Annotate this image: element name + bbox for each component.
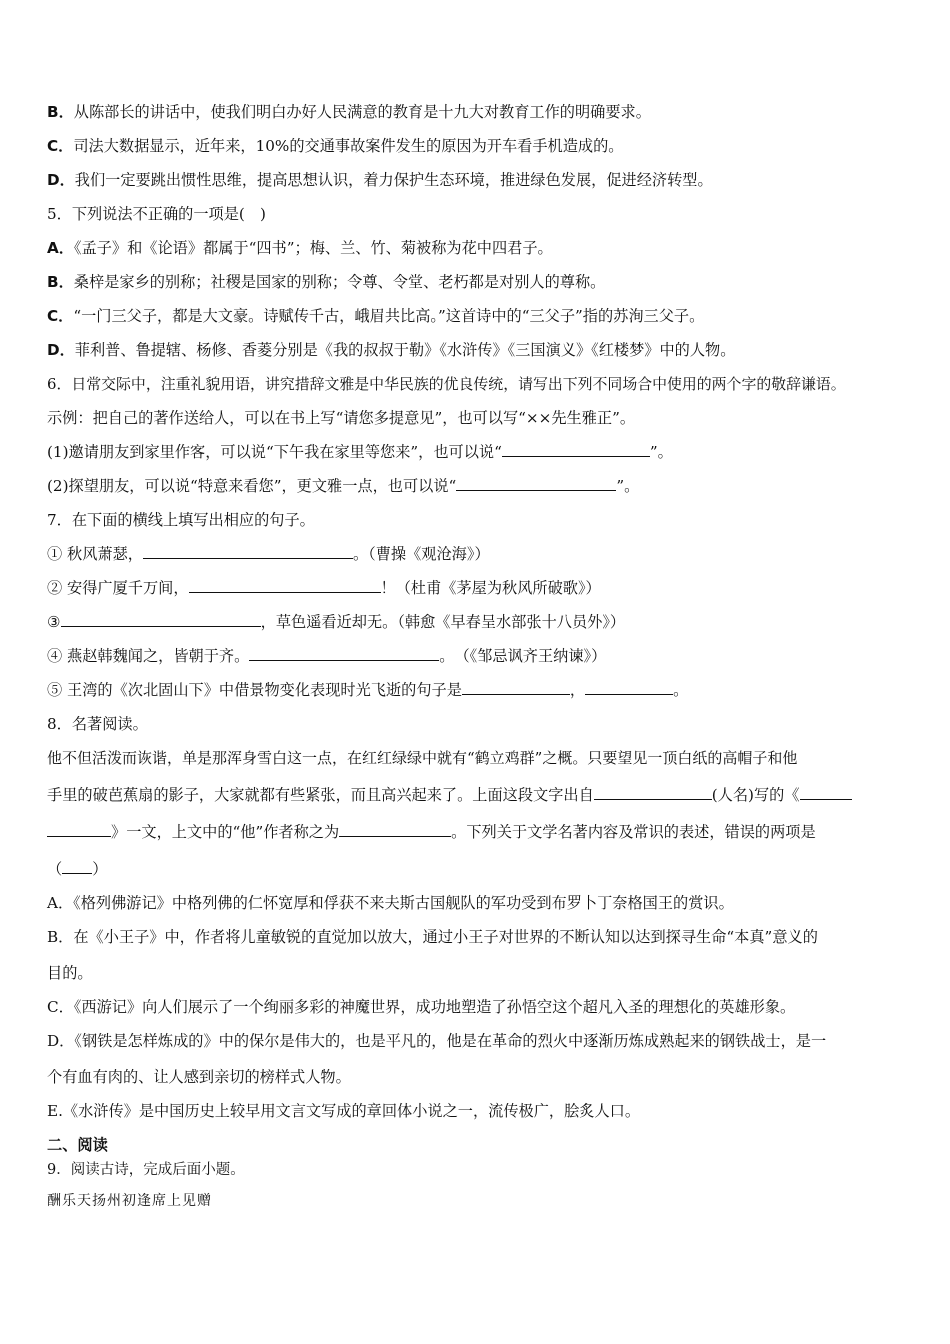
q7-line-3: ③ ，草色遥看近却无。（韩愈《早春呈水部张十八员外》） — [47, 613, 626, 631]
option-text: 桑梓是家乡的别称；社稷是国家的别称；令尊、令堂、老朽都是对别人的尊称。 — [73, 273, 606, 291]
q7-line-5: ⑤ 王湾的《次北固山下》中借景物变化表现时光飞逝的句子是 ， 。 — [47, 681, 689, 699]
q5-option-a — [47, 238, 553, 258]
option-text: 从陈部长的讲话中，使我们明白办好人民满意的教育是十九大对教育工作的明确要求。 — [73, 103, 651, 121]
q5-option-d — [47, 340, 735, 360]
option-text: 菲利普、鲁提辖、杨修、香菱分别是《我的叔叔于勒》《水浒传》《三国演义》《红楼梦》中的人物。 — [74, 341, 736, 359]
option-text: “一门三父子，都是大文豪。诗赋传千古，峨眉共比高。”这首诗中的“三父子”指的苏洵三父子。 — [73, 307, 705, 325]
answer-blank[interactable] — [502, 442, 650, 457]
option-label: B． — [47, 103, 74, 121]
q6-stem: 6．日常交际中，注重礼貌用语，讲究措辞文雅是中华民族的优良传统，请写出下列不同场合中使用的两个字的敬辞谦语。 — [47, 375, 846, 393]
q8-passage-line-3: 》一文，上文中的“他”作者称之为 。下列关于文学名著内容及常识的表述，错误的两项是 — [47, 822, 816, 842]
option-label: D． — [47, 171, 75, 189]
answer-blank[interactable] — [456, 476, 616, 491]
q8-stem: 8．名著阅读。 — [47, 715, 148, 733]
option-label: A． — [47, 239, 74, 257]
q4-option-c — [47, 136, 623, 156]
q4-option-d — [47, 170, 713, 190]
q8-option-d-line-1: D．《钢铁是怎样炼成的》中的保尔是伟大的，也是平凡的，他是在革命的烈火中逐渐历炼成熟起来的钢铁战士，是一 — [47, 1032, 827, 1050]
answer-blank[interactable] — [800, 785, 852, 800]
answer-blank[interactable] — [47, 822, 111, 837]
answer-blank[interactable] — [339, 822, 451, 837]
q8-passage-line-1: 他不但活泼而诙谐，单是那浑身雪白这一点，在红红绿绿中就有“鹤立鸡群”之概。只要望见一顶白纸的高帽子和他 — [47, 749, 798, 767]
q8-answer-bracket: （ ） — [47, 860, 108, 878]
q6-example: 示例：把自己的著作送给人，可以在书上写“请您多提意见”，也可以写“××先生雅正”。 — [47, 409, 636, 427]
q8-option-b-line-2: 目的。 — [47, 964, 93, 982]
q6-item-1: (1)邀请朋友到家里作客，可以说“下午我在家里等您来”，也可以说“ ”。 — [47, 443, 673, 461]
answer-blank[interactable] — [462, 680, 570, 695]
poem-title: 酬乐天扬州初逢席上见赠 — [47, 1193, 212, 1209]
q5-option-b — [47, 272, 605, 292]
q8-option-e: E.《水浒传》是中国历史上较早用文言文写成的章回体小说之一，流传极广，脍炙人口。 — [47, 1102, 641, 1120]
q8-option-d-line-2: 个有血有肉的、让人感到亲切的榜样式人物。 — [47, 1068, 351, 1086]
q8-passage-line-2: 手里的破芭蕉扇的影子，大家就都有些紧张，而且高兴起来了。上面这段文字出自 (人名)写的《 — [47, 785, 852, 805]
answer-blank[interactable] — [62, 859, 92, 874]
option-label: C． — [47, 137, 74, 155]
answer-blank[interactable] — [594, 785, 712, 800]
option-text: 我们一定要跳出惯性思维，提高思想认识，着力保护生态环境，推进绿色发展，促进经济转型。 — [74, 171, 713, 189]
q5-option-c — [47, 306, 704, 326]
q4-option-b — [47, 102, 651, 122]
option-label: B． — [47, 273, 74, 291]
q8-option-a: A．《格列佛游记》中格列佛的仁怀宽厚和俘获不来夫斯古国舰队的军功受到布罗卜丁奈格国王的赏识。 — [47, 894, 734, 912]
q5-stem: 5．下列说法不正确的一项是( ) — [47, 205, 266, 223]
q7-stem: 7．在下面的横线上填写出相应的句子。 — [47, 511, 315, 529]
q6-item-2: (2)探望朋友，可以说“特意来看您”，更文雅一点，也可以说“ ”。 — [47, 477, 640, 495]
q7-line-4: ④ 燕赵韩魏闻之，皆朝于齐。 。 （《邹忌讽齐王纳谏》） — [47, 647, 607, 665]
q7-line-2: ② 安得广厦千万间， ！（杜甫《茅屋为秋风所破歌》） — [47, 579, 601, 597]
q7-line-1: ① 秋风萧瑟， 。（曹操《观沧海》） — [47, 545, 490, 563]
option-text: 司法大数据显示，近年来，10%的交通事故案件发生的原因为开车看手机造成的。 — [73, 137, 624, 155]
option-label: C． — [47, 307, 74, 325]
answer-blank[interactable] — [61, 612, 261, 627]
option-label: D． — [47, 341, 75, 359]
answer-blank[interactable] — [143, 544, 353, 559]
answer-blank[interactable] — [249, 646, 439, 661]
section-heading: 二、阅读 — [47, 1136, 108, 1154]
option-text: 《孟子》和《论语》都属于“四书”；梅、兰、竹、菊被称为花中四君子。 — [73, 239, 553, 257]
q8-option-b-line-1: B．在《小王子》中，作者将儿童敏锐的直觉加以放大，通过小王子对世界的不断认知以达到探寻生命“本真”意义的 — [47, 928, 818, 946]
answer-blank[interactable] — [189, 578, 381, 593]
q9-stem: 9．阅读古诗，完成后面小题。 — [47, 1162, 245, 1178]
answer-blank[interactable] — [585, 680, 673, 695]
q8-option-c: C．《西游记》向人们展示了一个绚丽多彩的神魔世界，成功地塑造了孙悟空这个超凡入圣的理想化的英雄形象。 — [47, 998, 796, 1016]
